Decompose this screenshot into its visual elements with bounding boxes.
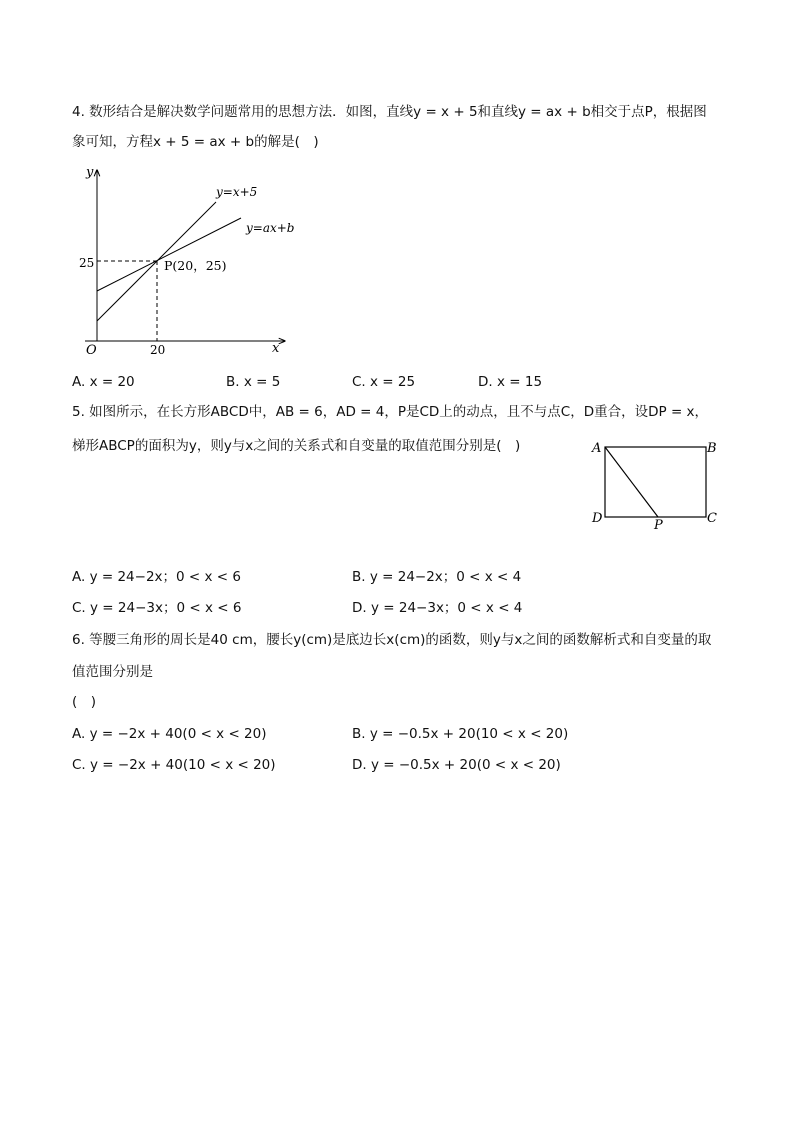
vertex-c: C [707,511,717,526]
vertex-d: D [592,511,603,526]
q5-rectangle-figure [588,436,724,532]
line-y-ax-plus-b [97,218,241,291]
q4-option-d[interactable]: D. x = 15 [478,374,543,390]
rectangle-abcd [605,447,706,517]
x-tick-label: 20 [150,343,166,357]
q6-option-b[interactable]: B. y = −0.5x + 20(10 < x < 20) [352,726,569,742]
q6-option-a[interactable]: A. y = −2x + 40(0 < x < 20) [72,726,267,742]
q4-graph [70,160,300,360]
line1-label: y=x+5 [216,185,258,199]
segment-ap [605,447,658,517]
vertex-b: B [707,441,717,456]
x-axis-label: x [272,341,280,356]
line2-label: y=ax+b [246,221,295,235]
q5-option-a[interactable]: A. y = 24−2x；0 < x < 6 [72,569,241,585]
y-tick-label: 25 [79,256,95,270]
point-p: P [654,518,663,532]
q6-stem-line-3: ( ) [72,694,97,710]
q5-stem-line-1: 5. 如图所示，在长方形ABCD中，AB = 6，AD = 4，P是CD上的动点，且不与点C，D重合，设DP = x， [72,404,709,420]
y-axis-label: y [86,165,94,180]
q4-option-b[interactable]: B. x = 5 [226,374,281,390]
q5-option-d[interactable]: D. y = 24−3x；0 < x < 4 [352,600,523,616]
q6-stem-line-2: 值范围分别是 [72,664,153,680]
point-p-label: P(20，25) [164,258,227,273]
q5-option-b[interactable]: B. y = 24−2x；0 < x < 4 [352,569,522,585]
q5-stem-line-2: 梯形ABCP的面积为y，则y与x之间的关系式和自变量的取值范围分别是( ) [72,438,521,454]
q6-stem-line-1: 6. 等腰三角形的周长是40 cm，腰长y(cm)是底边长x(cm)的函数，则y与x之间的函数解析式和自变量的取 [72,632,712,648]
q6-option-d[interactable]: D. y = −0.5x + 20(0 < x < 20) [352,757,561,773]
q4-stem-line-2: 象可知，方程x + 5 = ax + b的解是( ) [72,134,319,150]
origin-label: O [86,343,97,358]
q4-stem-line-1: 4. 数形结合是解决数学问题常用的思想方法．如图，直线y = x + 5和直线y = ax + b相交于点P，根据图 [72,104,707,120]
q6-option-c[interactable]: C. y = −2x + 40(10 < x < 20) [72,757,276,773]
vertex-a: A [592,441,602,456]
q4-option-a[interactable]: A. x = 20 [72,374,135,390]
q4-option-c[interactable]: C. x = 25 [352,374,416,390]
q5-option-c[interactable]: C. y = 24−3x；0 < x < 6 [72,600,242,616]
